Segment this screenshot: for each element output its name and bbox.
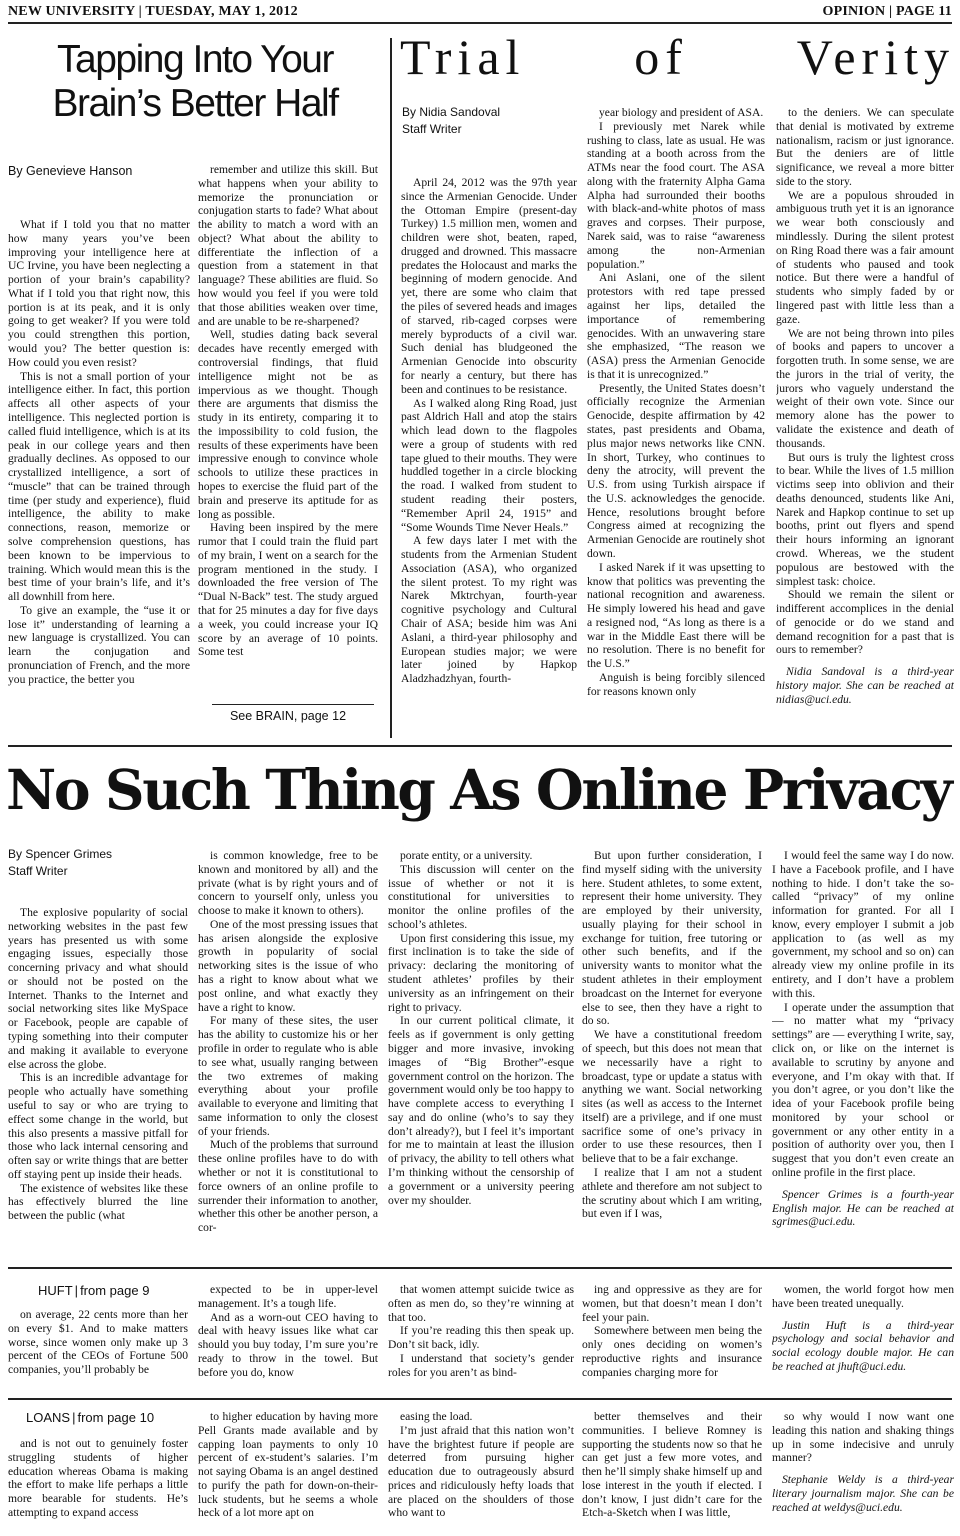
huft-col2-body [198, 1283, 378, 1379]
paragraph: Well, studies dating back several decades have recently emerged with controversial findings, that fluid intelligence might not be as impervious as we thought. Though there are arguments that dismiss the study in its entirety, comparing it to the impossibility to cold fusion, the results of these experiments have been impressive enough to convince whole schools to utilize these practices in hopes to exercise the fluid part of the brain and preserve its aptitude for as long as possible. [198, 328, 378, 521]
huft-jump-tag: HUFT | from page 9 [38, 1283, 150, 1298]
paragraph: so why would I now want one leading this nation and shaking things up in some indecisive and unruly manner? [772, 1410, 954, 1465]
brain-column-1 [8, 218, 190, 726]
paragraph: year biology and president of ASA. [599, 106, 764, 119]
loans-col1-body [8, 1437, 188, 1520]
privacy-col1-body [8, 906, 188, 1223]
brain-column-2 [198, 163, 378, 697]
paragraph: expected to be in upper-level management. It’s a tough life. [198, 1283, 378, 1310]
privacy-col5-body [772, 849, 954, 1180]
loans-bio: Stephanie Weldy is a third-year literary journalism major. She can be reached at weldys@uci.edu. [772, 1473, 954, 1514]
brain-headline-line1: Tapping Into Your [57, 38, 333, 81]
loans-jump-tag: LOANS | from page 10 [26, 1410, 155, 1425]
paragraph: The existence of websites like these has effectively blurred the line between the public (what [8, 1181, 188, 1223]
loans-col3-body [388, 1410, 574, 1520]
paragraph: In our current political climate, it feels as if government is only getting bigger and more invasive, invoking images of “Big Brother”-esque government control on the horizon. The government would only be too happy to have complete access to everything I say and do online (who’s to say they don’t already?), but I feel it’s important for me to maintain at least the illusion of privacy, the ability to tell others what I’m thinking without the censorship of a government or a university peering over my shoulder. [388, 1014, 574, 1207]
loans-column-1 [8, 1437, 188, 1533]
section-rule-3 [8, 1398, 952, 1400]
verity-author: By Nidia Sandoval [402, 105, 501, 119]
paragraph: We are not being thrown into piles of books and papers to uncover a forgotten truth. In some sense, we are the jurors in the trial of verity, the jurors who vaguely understand the weight of their own vote. Since our memory alone has the power to validate the existence and death of thousands. [776, 326, 954, 450]
verity-role: Staff Writer [402, 122, 462, 137]
paragraph: I operate under the assumption that — no matter what my “privacy settings” are — everything I write, say, click on, or like on the internet is available to scrutiny by anyone and everyone, and I’m okay with that. If you don’t agree, or you don’t like the idea of your Facebook profile being monitored by your school or government or any other entity in a position of authority over you, then I suggest that you don’t even create an online profile in the first place. [772, 1000, 954, 1179]
huft-col3-body [388, 1283, 574, 1379]
paragraph: Ani Aslani, one of the silent protestors with red tape pressed against her lips, detailed the importance of remembering genocides. With an unwavering stare she emphasized, “The reason we (ASA) press the Armenian Genocide is that it is unrecognized.” [587, 271, 765, 381]
privacy-byline [8, 846, 112, 881]
paragraph: Should we remain the silent or indifferent accomplices in the denial of genocide or do we stand and demand recognition for a past that is ours to remember? [776, 588, 954, 657]
huft-col5-body [772, 1283, 954, 1311]
masthead-left: NEW UNIVERSITY | TUESDAY, MAY 1, 2012 [8, 4, 298, 19]
paragraph: The explosive popularity of social networking websites in the past few years has presented us with some engaging issues, especially those concerning privacy and what should or should not be posted on the Internet. Thanks to the Internet and social networking sites like MySpace or Facebook, people are capable of typing something into their computer and making it available to everyone else across the globe. [8, 906, 188, 1071]
loans-tag: LOANS [26, 1410, 71, 1425]
huft-bio: Justin Huft is a third-year psychology and social behavior and social ecology double major. He can be reached at jhuft@uci.edu. [772, 1318, 954, 1373]
privacy-column-3 [388, 849, 574, 1257]
verity-col1-body [401, 176, 577, 686]
paragraph: ing and oppressive as they are for women, but that doesn’t mean I don’t feel your pain. [582, 1283, 762, 1324]
paragraph: Having been inspired by the mere rumor that I could train the fluid part of my brain, I went on a search for the program mentioned in the study. I downloaded the free version of The “Dual N-Back” test. The study argued that for 25 minutes a day for five days a week, you could increase your IQ score by an average of 10 points. Some test [198, 521, 378, 659]
paragraph: on average, 22 cents more than her on every $1. And to make matters worse, since women only make up 3 percent of the CEOs of Fortune 500 companies, you’ll probably be [8, 1308, 188, 1377]
paragraph: Much of the problems that surround these online profiles have to do with whether or not it is constitutional to force owners of an online profile to surrender their information to another, whether this other be another person, a cor- [198, 1138, 378, 1235]
privacy-col2-body [198, 849, 378, 1235]
paragraph: This discussion will center on the issue of whether or not it is constitutional for universities to monitor the online profiles of the school’s athletes. [388, 862, 574, 931]
verity-bio: Nidia Sandoval is a third-year history major. She can be reached at nidias@uci.edu. [776, 665, 954, 706]
paragraph: As I walked along Ring Road, just past Aldrich Hall and atop the stairs which lead down to the flagpoles were a group of students with red tape glued to their mouths. They were huddled together in a circle blocking the road. I walked from student to student reading their posters, “Remember April 24, 1915” and “Some Wounds Time Never Heals.” [401, 396, 577, 534]
verity-col3-body [776, 106, 954, 657]
paragraph: I understand that society’s gender roles for you aren’t as bind- [388, 1351, 574, 1379]
paragraph: To give an example, the “use it or lose it” understanding of learning a new language is crystallized. You can learn the conjugation and pronunciation of French, and the more you practice, the better you [8, 603, 190, 686]
paragraph: easing the load. [400, 1410, 473, 1423]
paragraph: I asked Narek if it was upsetting to know that politics was preventing the national recognition and awareness. He simply lowered his head and gave a resigned nod, “As long as there is a war in the Middle East there will be no resolution. There is no benefit for the U.S.” [587, 560, 765, 671]
huft-col1-body [8, 1308, 188, 1377]
brain-byline: By Genevieve Hanson [8, 164, 133, 178]
section-rule-1 [8, 745, 952, 747]
verity-column-1 [401, 176, 577, 736]
brain-see-rule [212, 704, 374, 705]
paragraph: But upon further consideration, I find myself siding with the university here. Student athletes, to some extent, represent their home university. They are employed by their university, usually playing for their school in exchange for tuition, free tutoring or other such benefits, and if the university wants to monitor what the student athletes in their employment broadcast on the Internet for everyone else to see, then they have a right to do so. [582, 849, 762, 1028]
verity-headline-word-2: of [634, 29, 688, 85]
huft-column-2 [198, 1283, 378, 1394]
privacy-headline: No Such Thing As Online Privacy [6, 757, 951, 822]
paragraph: We have a constitutional freedom of speech, but this does not mean that we necessarily have a right to broadcast, type or update a status with anything we want. Social networking sites (as well as access to the Internet itself) are a privilege, and if one must sacrifice some of one’s privacy in order to use these resources, then I believe that to be a fair exchange. [582, 1028, 762, 1166]
paragraph: Anguish is being forcibly silenced for reasons known only [587, 671, 765, 698]
paragraph: We are a populous shrouded in ambiguous truth yet it is an ignorance we wear both consciously and mindlessly. During the silent protest on Ring Road there was a fair amount of students who paused and took notice. But there were a handful of students who simply faded by or lingered past with little less than a gaze. [776, 188, 954, 326]
privacy-bio: Spencer Grimes is a fourth-year English major. He can be reached at sgrimes@uci.edu. [772, 1187, 954, 1229]
privacy-column-5 [772, 849, 954, 1257]
brain-headline [10, 38, 380, 125]
paragraph: One of the most pressing issues that has arisen alongside the explosive growth in popularity of social networking sites is the issue of who has a right to know about what we post online, and what exactly they have a right to know. [198, 917, 378, 1014]
loans-column-5 [772, 1410, 954, 1533]
verity-byline [402, 104, 500, 139]
paragraph: I would feel the same way I do now. I have a Facebook profile, and I have nothing to hide. I don’t take the so-called “privacy” of my online information for granted. For all I know, every employer I submit a job application to (as well as my government, my school and so on) can already view my online profile in its entirety, and I don’t have a problem with this. [772, 849, 954, 1000]
brain-col1-body [8, 218, 190, 687]
masthead-rule [8, 22, 952, 24]
loans-col4-body [582, 1410, 762, 1520]
masthead-right: OPINION | PAGE 11 [822, 4, 952, 19]
vertical-divider [390, 38, 392, 738]
section-rule-2 [8, 1267, 952, 1269]
paragraph: better themselves and their communities. I believe Romney is supporting the students now so that he can get just a few more votes, and then he’ll simply shake himself up and lose interest in the youth if elected. I don’t know, I just didn’t care for the Etch-a-Sketch when I was little, [582, 1410, 762, 1520]
huft-column-3 [388, 1283, 574, 1394]
paragraph: And as a worn-out CEO having to deal with heavy issues like what car should you buy today, I’m sure you’re ready to throw in the towel. But before you do, know [198, 1310, 378, 1379]
privacy-author: By Spencer Grimes [8, 847, 113, 861]
verity-headline-word-1: Trial [400, 29, 526, 85]
paragraph: But ours is truly the lightest cross to bear. While the lives of 1.5 million victims seep into oblivion and their deaths denounced, students like Ani, Narek and Hapkop continue to set up booths, print out flyers and spend their hours informing an ignorant crowd. Whereas, we the student populous are bestowed with the simplest task: choice. [776, 450, 954, 588]
paragraph: that women attempt suicide twice as often as men do, so they’re winning at that too. [388, 1283, 574, 1324]
huft-column-4 [582, 1283, 762, 1394]
paragraph: I’m just afraid that this nation won’t have the brightest future if people are deterred from pursuing higher education due to outrageously absurd prices and ridiculously hefty loads that are placed on the shoulders of those who want to [388, 1423, 574, 1520]
loans-column-2 [198, 1410, 378, 1533]
paragraph: April 24, 2012 was the 97th year since the Armenian Genocide. Under the Ottoman Empire (present-day Turkey) 1.5 million men, women and children were shot, beaten, raped, drugged and drowned. This massacre predates the Holocaust and marks the beginning of modern genocide. And yet, there are some who claim that the piles of severed heads and images of starved, rib-caged corpses were merely byproducts of a civil war. Such denial has bludgeoned the Armenian Genocide into obscurity for nearly a century, but there has been and continues to be resistance. [401, 176, 577, 396]
paragraph: A few days later I met with the students from the Armenian Student Association (ASA), who organized the silent protest. To my right was Narek Mktrchyan, fourth-year cognitive psychology and Cultural Chair of ASA; beside him was Ani Aslani, a third-year philosophy and European studies major; we were later joined by Hapkop Aladzhadzhyan, fourth- [401, 534, 577, 686]
paragraph: This is not a small portion of your intelligence either. In fact, this portion affects all other aspects of your intelligence. This neglected portion is called fluid intelligence, which is at its peak in our college years and then gradually declines. As opposed to our crystallized intelligence, a sort of “muscle” that can be trained through time (per study and experience), fluid intelligence, the ability to make connections, reason, memorize or solve comprehension questions, has been known to be impervious to training. Which would mean this is the best time of your brain’s life, and it’s all downhill from here. [8, 369, 190, 604]
paragraph: Upon first considering this issue, my first inclination is to take the side of privacy: declaring the monitoring of student athletes’ profiles by their university as an infringement on their right to privacy. [388, 931, 574, 1014]
paragraph: porate entity, or a university. [400, 849, 533, 862]
brain-col2-body [198, 163, 378, 659]
verity-col2-body [587, 106, 765, 699]
paragraph: is common knowledge, free to be known and monitored by all) and the private (what is by right yours and of concern to yourself only, unless you choose to make it known to others). [198, 849, 378, 918]
huft-from: from page 9 [80, 1283, 150, 1298]
loans-column-3 [388, 1410, 574, 1533]
loans-from: from page 10 [77, 1410, 155, 1425]
brain-headline-line2: Brain’s Better Half [52, 81, 338, 125]
paragraph: This is an incredible advantage for people who actually have something useful to say or who are trying to effect some change in the world, but this also presents a massive pitfall for those who lack internal censoring and often say or write things that are better off staying pent up inside their heads. [8, 1071, 188, 1181]
paragraph: For many of these sites, the user has the ability to customize his or her profile in order to regulate who is able to see what, usually ranging between the two extremes of making everything about your profile available to everyone and limiting that same information to only the closest of your friends. [198, 1014, 378, 1138]
privacy-column-1 [8, 906, 188, 1256]
verity-column-2 [587, 106, 765, 736]
verity-column-3 [776, 106, 954, 736]
privacy-column-4 [582, 849, 762, 1257]
huft-tag: HUFT [38, 1283, 73, 1298]
paragraph: If you’re reading this then speak up. Don’t sit back, idly. [388, 1324, 574, 1352]
paragraph: to the deniers. We can speculate that denial is motivated by extreme nationalism, racism or just ignorance. But the deniers are of little significance, we reveal a more bitter side to the story. [776, 106, 954, 188]
paragraph: women, the world forgot how men have been treated unequally. [772, 1283, 954, 1310]
loans-column-4 [582, 1410, 762, 1533]
privacy-column-2 [198, 849, 378, 1257]
privacy-role: Staff Writer [8, 864, 68, 879]
paragraph: remember and utilize this skill. But what happens when your ability to memorize the pronunciation or conjugation starts to fade? What about the ability to match a word with an object? What about the ability to differentiate the inflection of a question from a statement in that language? These abilities are fluid. So how would you feel if you were told that those abilities weaken over time, and are unable to be re-sharpened? [198, 163, 378, 328]
paragraph: Somewhere between men being the only ones deciding on women’s reproductive rights and insurance companies charging more for [582, 1324, 762, 1379]
huft-column-1 [8, 1308, 188, 1394]
paragraph: Presently, the United States doesn’t officially recognize the Armenian Genocide, despite affirmation by 42 states, past presidents and Obama, plus major news networks like CNN. In short, Turkey, who continues to deny the atrocity, will prevent the U.S. from using Turkish airspace if the U.S. acknowledges the genocide. Hence, resolutions brought before Congress aimed at recognizing the Armenian Genocide are routinely shot down. [587, 381, 765, 560]
huft-column-5 [772, 1283, 954, 1394]
loans-col2-body [198, 1410, 378, 1520]
paragraph: to higher education by having more Pell Grants made available and by capping loan payments to only 10 percent of ex-student’s salaries. I’m not saying Obama is an angel destined to purify the path for down-on-their-luck students, but he seems a whole heck of a lot more apt on [198, 1410, 378, 1520]
paragraph: I realize that I am not a student athlete and therefore am not subject to the scrutiny about which I am writing, but even if I was, [582, 1165, 762, 1221]
privacy-col3-body [388, 849, 574, 1207]
verity-headline [400, 28, 955, 88]
verity-headline-word-3: Verity [796, 29, 955, 85]
paragraph: and is not out to genuinely foster struggling students of higher education whereas Obama is making the effort to make life perhaps a little more bearable for students. He’s attempting to expand access [8, 1437, 188, 1519]
paragraph: What if I told you that no matter how many years you’ve been improving your intelligence here at UC Irvine, you have been neglecting a portion of your brain’s capability? What if I told you that right now, this portion is at its peak, and it is only going to get weaker? If you were told you could strengthen this portion, would you? The better question is: How could you even resist? [8, 218, 190, 369]
paragraph: I previously met Narek while rushing to class, late as usual. He was standing at a booth across from the ATMs near the food court. The ASA along with the fraternity Alpha Gama Alpha had surrounded their booths with black-and-white photos of mass graves and corpses. Their purpose, Narek said, was to raise “awareness among the non-Armenian population.” [587, 119, 765, 271]
loans-col5-body [772, 1410, 954, 1465]
privacy-col4-body [582, 849, 762, 1221]
huft-col4-body [582, 1283, 762, 1379]
brain-continued-link[interactable]: See BRAIN, page 12 [229, 709, 347, 723]
